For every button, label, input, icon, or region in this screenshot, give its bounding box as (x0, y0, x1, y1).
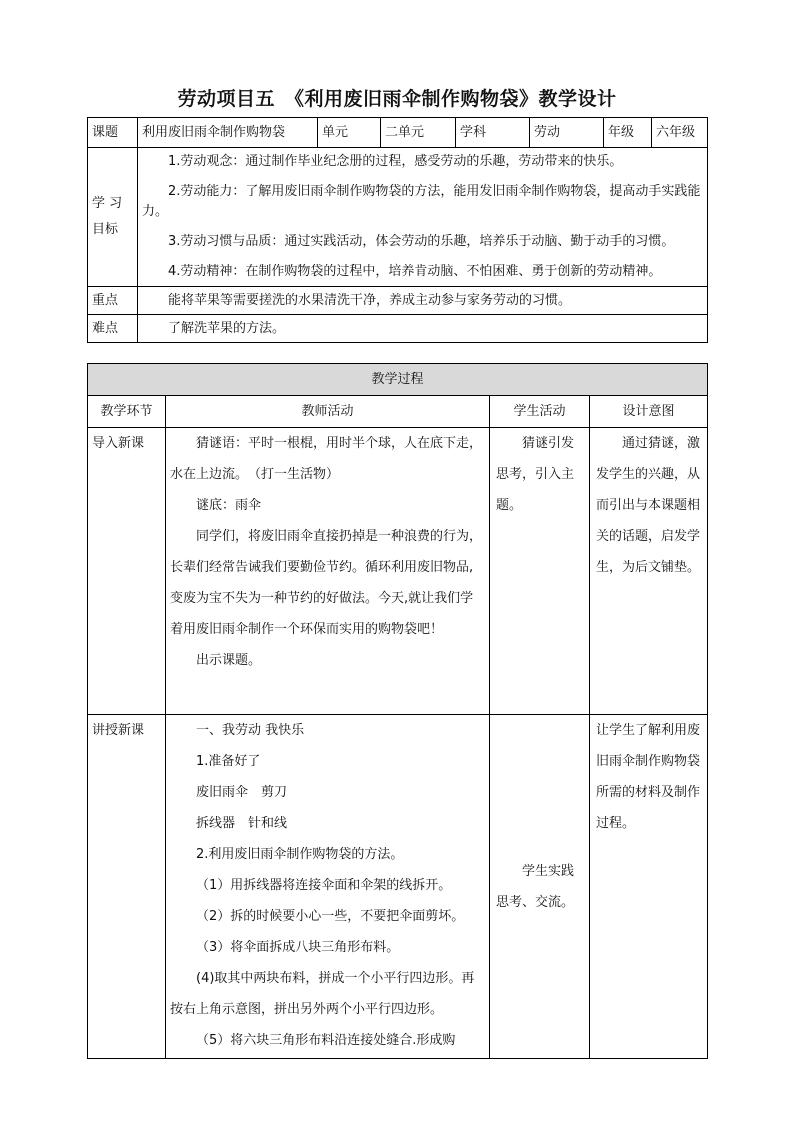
teacher-paragraph: 谜底：雨伞 (196, 498, 262, 513)
goal-item: 2.劳动能力：了解用废旧雨伞制作购物袋的方法，能用发旧雨伞制作购物袋，提高动手实践能力。 (142, 184, 701, 219)
teacher-cell (166, 715, 490, 1059)
col-header-teacher: 教师活动 (166, 396, 490, 428)
teacher-paragraph: 2.利用废旧雨伞制作购物袋的方法。 (196, 847, 404, 862)
process-header-row (88, 364, 708, 396)
process-header: 教学过程 (88, 364, 708, 396)
teacher-paragraph: 拆线器 针和线 (196, 816, 288, 831)
table-row (88, 428, 708, 715)
col-header-stage: 教学环节 (88, 396, 166, 428)
goal-item: 1.劳动观念：通过制作毕业纪念册的过程，感受劳动的乐趣，劳动带来的快乐。 (168, 154, 623, 169)
difficulty-label: 难点 (88, 315, 138, 343)
student-cell: 猜谜引发思考，引入主题。 (490, 428, 590, 715)
col-header-intent: 设计意图 (590, 396, 708, 428)
key-point-row (88, 287, 708, 315)
document-title: 劳动项目五 《利用废旧雨伞制作购物袋》教学设计 (177, 88, 617, 110)
teacher-paragraph: 1.准备好了 (196, 754, 261, 769)
teacher-paragraph: 一、我劳动 我快乐 (196, 723, 305, 738)
teacher-paragraph: (4)取其中两块布料，拼成一个小平行四边形。再按右上角示意图，拼出另外两个小平行四边形。 (170, 971, 475, 1017)
goal-item: 3.劳动习惯与品质：通过实践活动，体会劳动的乐趣，培养乐于动脑、勤于动手的习惯。 (168, 234, 675, 249)
goals-label: 学 习 目标 (88, 148, 138, 287)
unit-value: 二单元 (381, 118, 456, 148)
column-header-row (88, 396, 708, 428)
difficulty-row (88, 315, 708, 343)
difficulty-value: 了解洗苹果的方法。 (138, 315, 708, 343)
intent-cell: 让学生了解利用废旧雨伞制作购物袋所需的材料及制作过程。 (590, 715, 708, 1059)
col-header-student: 学生活动 (490, 396, 590, 428)
goals-content (138, 148, 708, 287)
topic-label: 课题 (88, 118, 138, 148)
grade-value: 六年级 (652, 118, 708, 148)
lesson-info-table (87, 117, 708, 343)
teacher-cell (166, 428, 490, 715)
topic-value: 利用废旧雨伞制作购物袋 (138, 118, 318, 148)
intent-cell: 通过猜谜，激发学生的兴趣，从而引出与本课题相关的话题，启发学生，为后文铺垫。 (590, 428, 708, 715)
stage-cell: 讲授新课 (88, 715, 166, 1059)
key-point-label: 重点 (88, 287, 138, 315)
teacher-paragraph: 出示课题。 (196, 653, 262, 668)
unit-label: 单元 (318, 118, 381, 148)
subject-label: 学科 (456, 118, 530, 148)
goal-item: 4.劳动精神：在制作购物袋的过程中，培养肯动脑、不怕困难、勇于创新的劳动精神。 (168, 264, 662, 279)
stage-cell: 导入新课 (88, 428, 166, 715)
subject-value: 劳动 (530, 118, 604, 148)
student-cell: 学生实践思考、交流。 (490, 715, 590, 1059)
info-row (88, 118, 708, 148)
key-point-value: 能将苹果等需要搓洗的水果清洗干净，养成主动参与家务劳动的习惯。 (138, 287, 708, 315)
teacher-paragraph: （5）将六块三角形布料沿连接处缝合.形成购 (196, 1033, 456, 1048)
teacher-paragraph: 废旧雨伞 剪刀 (196, 785, 288, 800)
goals-row (88, 148, 708, 287)
teacher-paragraph: （2）拆的时候要小心一些，不要把伞面剪坏。 (196, 909, 465, 924)
table-row (88, 715, 708, 1059)
teacher-paragraph: 猜谜语：平时一根棍，用时半个球，人在底下走，水在上边流。 （打一生活物） (170, 436, 483, 482)
teacher-paragraph: （3）将伞面拆成八块三角形布料。 (196, 940, 400, 955)
teacher-paragraph: 同学们，将废旧雨伞直接扔掉是一种浪费的行为，长辈们经常告诫我们要勤俭节约。循环利用废旧物品,变废为宝不失为一种节约的好做法。今天,就让我们学着用废旧雨伞制作一个环保而实用的购物袋吧！ (170, 529, 483, 637)
teacher-paragraph: （1）用拆线器将连接伞面和伞架的线拆开。 (196, 878, 452, 893)
grade-label: 年级 (604, 118, 652, 148)
teaching-process-table (87, 363, 708, 1059)
